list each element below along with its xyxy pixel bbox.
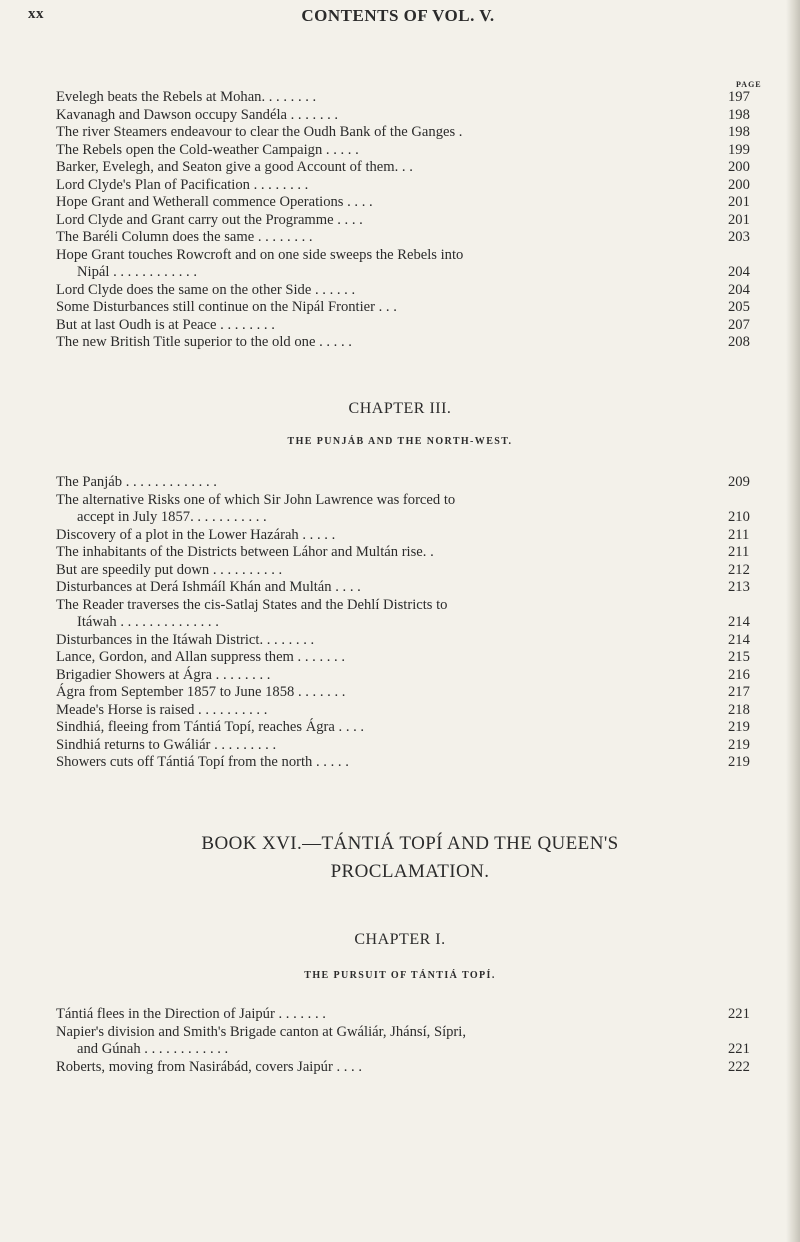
toc-section-1 — [56, 89, 768, 352]
toc-entry — [56, 89, 768, 107]
toc-entry-page: 217 — [728, 684, 750, 700]
toc-entry-title: Kavanagh and Dawson occupy Sandéla . . . . . . . — [56, 106, 339, 123]
toc-entry-page: 218 — [728, 701, 750, 718]
toc-entry-page: 212 — [728, 561, 750, 578]
toc-entry-title: The Baréli Column does the same . . . . . . . . — [56, 229, 313, 245]
toc-entry-page: 207 — [728, 316, 750, 333]
toc-entry — [56, 124, 768, 142]
toc-entry-page: 219 — [728, 719, 750, 735]
toc-entry — [56, 177, 768, 195]
toc-entry — [56, 579, 768, 597]
toc-entry-page: 219 — [728, 754, 750, 770]
page-column-label: PAGE — [736, 80, 762, 89]
toc-entry-title-continued: Nipál . . . . . . . . . . . . — [77, 264, 197, 280]
book-heading — [60, 830, 760, 886]
toc-entry — [56, 247, 768, 282]
toc-entry-title: Ágra from September 1857 to June 1858 . . . . . . . — [56, 684, 346, 700]
toc-entry-title: Disturbances in the Itáwah District. . . . . . . . — [56, 631, 315, 648]
toc-entry-page: 211 — [728, 526, 750, 543]
page-number: xx — [28, 6, 44, 22]
toc-entry — [56, 632, 768, 650]
toc-entry-title: Lord Clyde's Plan of Pacification . . . . . . . . — [56, 176, 309, 193]
toc-entry — [56, 737, 768, 755]
toc-entry-page: 204 — [728, 281, 750, 298]
toc-entry-page: 200 — [728, 159, 750, 175]
toc-entry-page: 216 — [728, 666, 750, 683]
toc-entry-title: Sindhiá returns to Gwáliár . . . . . . . . . — [56, 736, 277, 753]
chapter-subtitle: THE PUNJÁB AND THE NORTH-WEST. — [287, 436, 513, 447]
toc-entry — [56, 1024, 768, 1059]
toc-entry — [56, 159, 768, 177]
toc-entry — [56, 754, 768, 772]
toc-entry-page: 214 — [728, 614, 750, 630]
toc-entry-page: 198 — [728, 124, 750, 140]
toc-entry — [56, 282, 768, 300]
toc-entry — [56, 719, 768, 737]
toc-entry-title: Barker, Evelegh, and Seaton give a good Account of them. . . — [56, 159, 413, 175]
toc-section-2 — [56, 474, 768, 772]
toc-entry-page: 199 — [728, 141, 750, 158]
toc-entry — [56, 334, 768, 352]
toc-entry — [56, 1059, 768, 1077]
toc-entry-title: Showers cuts off Tántiá Topí from the north . . . . . — [56, 754, 349, 770]
toc-entry — [56, 194, 768, 212]
toc-entry-page: 203 — [728, 229, 750, 245]
toc-entry-title: The Rebels open the Cold-weather Campaign . . . . . — [56, 141, 359, 158]
toc-entry-page: 208 — [728, 334, 750, 350]
toc-entry — [56, 702, 768, 720]
toc-entry-title: The Panjáb . . . . . . . . . . . . . — [56, 474, 217, 490]
toc-entry-title: Tántiá flees in the Direction of Jaipúr . . . . . . . — [56, 1006, 326, 1022]
toc-entry-title: The inhabitants of the Districts between Láhor and Multán rise. . — [56, 544, 434, 560]
book-heading-line-1: BOOK XVI.—TÁNTIÁ TOPÍ AND THE QUEEN'S — [201, 833, 619, 854]
toc-entry-page: 204 — [728, 264, 750, 280]
toc-entry-title: Lord Clyde does the same on the other Side . . . . . . — [56, 281, 356, 298]
toc-entry — [56, 142, 768, 160]
toc-entry-title: The new British Title superior to the old one . . . . . — [56, 334, 352, 350]
toc-entry-page: 219 — [728, 736, 750, 753]
toc-entry-title: Evelegh beats the Rebels at Mohan. . . . . . . . — [56, 89, 317, 105]
toc-entry — [56, 562, 768, 580]
toc-entry-page: 198 — [728, 106, 750, 123]
toc-entry — [56, 649, 768, 667]
toc-entry-title: Discovery of a plot in the Lower Hazárah . . . . . — [56, 526, 336, 543]
toc-entry — [56, 667, 768, 685]
toc-entry — [56, 212, 768, 230]
toc-entry-title: Hope Grant touches Rowcroft and on one side sweeps the Rebels into — [56, 246, 464, 263]
page-edge-shadow — [786, 0, 800, 1242]
toc-entry-title: Roberts, moving from Nasirábád, covers Jaipúr . . . . — [56, 1058, 362, 1075]
toc-entry-page: 213 — [728, 579, 750, 595]
toc-entry — [56, 107, 768, 125]
chapter-heading: CHAPTER III. — [348, 400, 452, 417]
toc-entry-title-continued: accept in July 1857. . . . . . . . . . . — [77, 509, 267, 525]
chapter-subtitle: THE PURSUIT OF TÁNTIÁ TOPÍ. — [304, 970, 496, 981]
toc-entry-title: Sindhiá, fleeing from Tántiá Topí, reaches Ágra . . . . — [56, 719, 365, 735]
page-header — [28, 6, 768, 28]
toc-entry-page: 222 — [728, 1058, 750, 1075]
toc-entry-page: 205 — [728, 299, 750, 315]
toc-section-3 — [56, 1006, 768, 1076]
toc-entry-page: 197 — [728, 89, 750, 105]
toc-entry-page: 200 — [728, 176, 750, 193]
toc-entry-title: The Reader traverses the cis-Satlaj States and the Dehlí Districts to — [56, 596, 448, 613]
toc-entry — [56, 1006, 768, 1024]
toc-entry-page: 214 — [728, 631, 750, 648]
toc-entry-page: 201 — [728, 211, 750, 228]
toc-entry — [56, 597, 768, 632]
toc-entry-title: Lord Clyde and Grant carry out the Programme . . . . — [56, 211, 363, 228]
toc-entry — [56, 474, 768, 492]
book-heading-line-2: PROCLAMATION. — [330, 861, 490, 882]
toc-entry — [56, 299, 768, 317]
toc-entry-title-continued: and Gúnah . . . . . . . . . . . . — [77, 1041, 229, 1057]
toc-entry — [56, 684, 768, 702]
toc-entry-page: 201 — [728, 194, 750, 210]
toc-entry — [56, 317, 768, 335]
toc-entry-page: 211 — [728, 544, 750, 560]
toc-entry-title: Hope Grant and Wetherall commence Operations . . . . — [56, 194, 373, 210]
toc-entry-title: Napier's division and Smith's Brigade canton at Gwáliár, Jhánsí, Sípri, — [56, 1023, 466, 1040]
chapter-heading: CHAPTER I. — [354, 931, 446, 948]
toc-entry-title: Lance, Gordon, and Allan suppress them . . . . . . . — [56, 649, 345, 665]
toc-entry-title-continued: Itáwah . . . . . . . . . . . . . . — [77, 614, 219, 630]
toc-entry-page: 209 — [728, 474, 750, 490]
toc-entry-title: But at last Oudh is at Peace . . . . . . . . — [56, 316, 275, 333]
toc-entry-title: But are speedily put down . . . . . . . . . . — [56, 561, 283, 578]
toc-entry — [56, 544, 768, 562]
toc-entry-title: Brigadier Showers at Ágra . . . . . . . . — [56, 666, 271, 683]
toc-entry-title: Meade's Horse is raised . . . . . . . . . . — [56, 701, 268, 718]
toc-entry-title: Disturbances at Derá Ishmáíl Khán and Multán . . . . — [56, 579, 361, 595]
toc-entry-page: 221 — [728, 1041, 750, 1057]
toc-entry-title: Some Disturbances still continue on the Nipál Frontier . . . — [56, 299, 397, 315]
toc-entry-page: 221 — [728, 1006, 750, 1022]
toc-entry — [56, 492, 768, 527]
toc-entry-title: The alternative Risks one of which Sir John Lawrence was forced to — [56, 491, 456, 508]
toc-entry-page: 215 — [728, 649, 750, 665]
running-head: CONTENTS OF VOL. V. — [301, 6, 495, 25]
toc-entry — [56, 229, 768, 247]
toc-entry — [56, 527, 768, 545]
toc-entry-title: The river Steamers endeavour to clear the Oudh Bank of the Ganges . — [56, 124, 463, 140]
toc-entry-page: 210 — [728, 509, 750, 525]
